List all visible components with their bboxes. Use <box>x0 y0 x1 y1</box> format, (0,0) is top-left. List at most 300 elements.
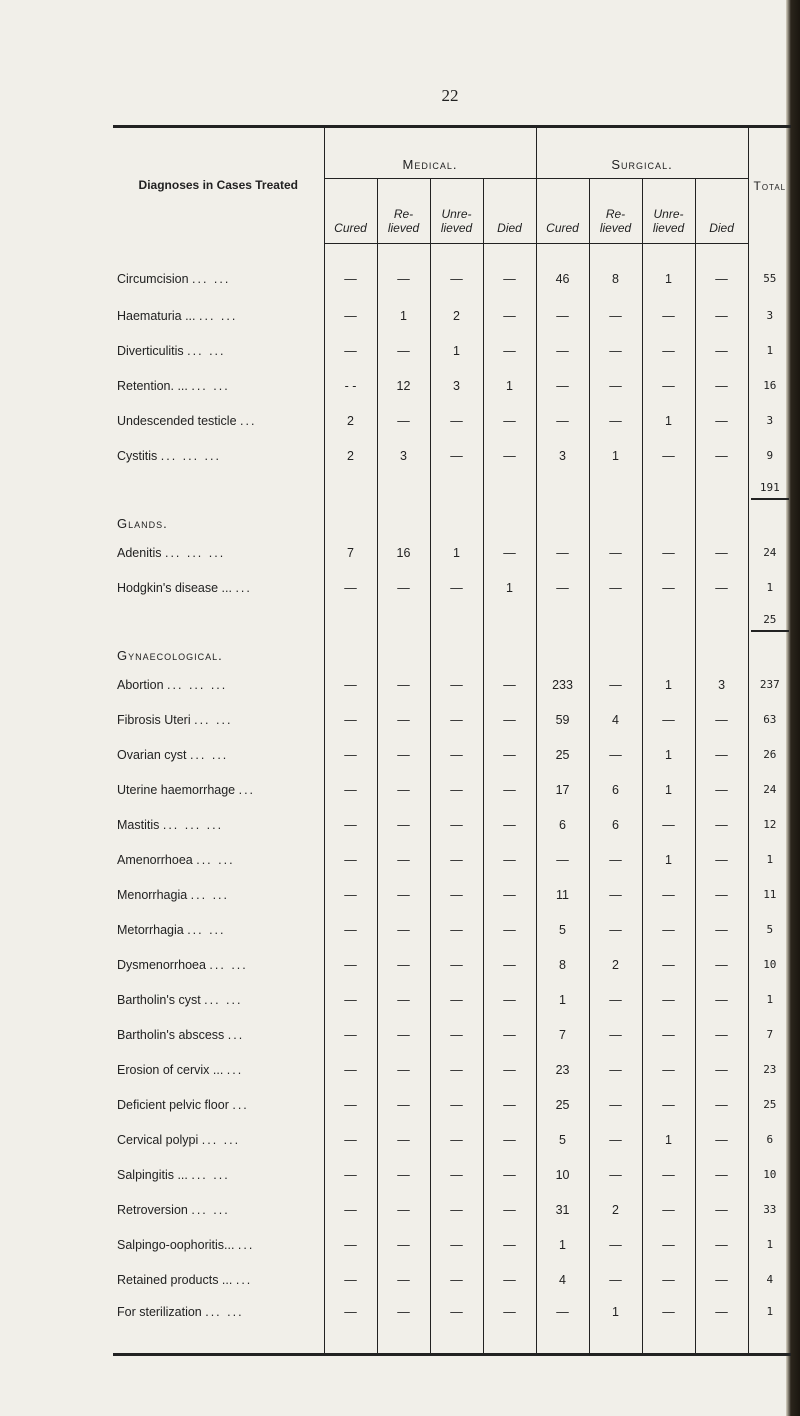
surgical-unrelieved-cell: — <box>642 947 695 982</box>
surgical-unrelieved-cell: — <box>642 1017 695 1052</box>
surgical-unrelieved-cell: 1 <box>642 244 695 299</box>
medical-relieved-cell: — <box>377 1227 430 1262</box>
diagnosis-label: Adenitis <box>117 545 162 560</box>
header-surgical-unrelieved: Unre- lieved <box>642 179 695 244</box>
medical-relieved-cell: — <box>377 1157 430 1192</box>
table-row <box>113 244 791 299</box>
medical-unrelieved-cell: — <box>430 772 483 807</box>
surgical-relieved-cell: — <box>589 1227 642 1262</box>
surgical-relieved-cell: — <box>589 842 642 877</box>
medical-unrelieved-cell: 3 <box>430 368 483 403</box>
medical-unrelieved-cell: — <box>430 1087 483 1122</box>
medical-died-cell: — <box>483 877 536 912</box>
subtotal-cell <box>748 605 791 667</box>
table-row <box>113 1017 791 1052</box>
medical-relieved-cell: 16 <box>377 535 430 570</box>
gynaecological-section-header <box>113 605 791 667</box>
leader-dots: ... <box>240 413 257 428</box>
medical-cured-cell: — <box>324 298 377 333</box>
glands-section-header <box>113 473 791 535</box>
medical-cured-cell: — <box>324 1052 377 1087</box>
surgical-died-cell: — <box>695 807 748 842</box>
table-row <box>113 368 791 403</box>
table-row <box>113 982 791 1017</box>
diagnosis-cell <box>113 333 324 368</box>
medical-unrelieved-cell: 1 <box>430 333 483 368</box>
table-row <box>113 1157 791 1192</box>
medical-relieved-cell: — <box>377 877 430 912</box>
diagnosis-label: Erosion of cervix ... <box>117 1062 224 1077</box>
surgical-relieved-cell: — <box>589 1262 642 1297</box>
medical-died-cell: 1 <box>483 368 536 403</box>
surgical-cured-cell: 233 <box>536 667 589 702</box>
medical-died-cell: — <box>483 1052 536 1087</box>
surgical-unrelieved-cell: — <box>642 1297 695 1345</box>
diagnoses-table <box>113 125 791 1356</box>
empty-cell <box>695 473 748 535</box>
medical-died-cell: — <box>483 842 536 877</box>
header-surgical-cured: Cured <box>536 179 589 244</box>
diagnosis-cell <box>113 298 324 333</box>
surgical-unrelieved-cell: 1 <box>642 1122 695 1157</box>
medical-cured-cell: — <box>324 1262 377 1297</box>
surgical-unrelieved-cell: 1 <box>642 667 695 702</box>
medical-cured-cell: 2 <box>324 403 377 438</box>
surgical-died-cell: — <box>695 570 748 605</box>
surgical-unrelieved-cell: — <box>642 877 695 912</box>
medical-cured-cell: — <box>324 1227 377 1262</box>
leader-dots: ... ... <box>187 922 226 937</box>
total-cell: 26 <box>763 748 777 761</box>
surgical-died-cell: — <box>695 1052 748 1087</box>
diagnosis-label: Amenorrhoea <box>117 852 193 867</box>
diagnosis-label: Abortion <box>117 677 164 692</box>
subtotal-value: 191 <box>751 481 789 500</box>
medical-died-cell: — <box>483 403 536 438</box>
surgical-relieved-cell: — <box>589 1122 642 1157</box>
leader-dots: ... <box>235 580 252 595</box>
rule-cell <box>695 1345 748 1355</box>
surgical-cured-cell: — <box>536 535 589 570</box>
diagnosis-cell <box>113 702 324 737</box>
medical-died-cell: — <box>483 667 536 702</box>
surgical-died-cell: — <box>695 535 748 570</box>
surgical-cured-cell: 4 <box>536 1262 589 1297</box>
surgical-died-cell: — <box>695 772 748 807</box>
surgical-relieved-cell: — <box>589 877 642 912</box>
surgical-relieved-cell: — <box>589 298 642 333</box>
diagnosis-label: Uterine haemorrhage <box>117 782 236 797</box>
medical-relieved-cell: — <box>377 1017 430 1052</box>
medical-died-cell: — <box>483 1157 536 1192</box>
surgical-unrelieved-cell: 1 <box>642 772 695 807</box>
table-row <box>113 1052 791 1087</box>
medical-cured-cell: — <box>324 1192 377 1227</box>
diagnosis-label: Circumcision <box>117 271 189 286</box>
medical-cured-cell: - - <box>324 368 377 403</box>
surgical-died-cell: — <box>695 1087 748 1122</box>
surgical-died-cell: — <box>695 1227 748 1262</box>
rule-cell <box>377 1345 430 1355</box>
rule-cell <box>642 1345 695 1355</box>
medical-died-cell: — <box>483 333 536 368</box>
medical-unrelieved-cell: — <box>430 1052 483 1087</box>
surgical-relieved-cell: — <box>589 333 642 368</box>
medical-relieved-cell: — <box>377 1262 430 1297</box>
diagnosis-label: Metorrhagia <box>117 922 184 937</box>
surgical-died-cell: — <box>695 333 748 368</box>
leader-dots: ... <box>227 1027 245 1042</box>
diagnosis-label: Retained products ... <box>117 1272 233 1287</box>
surgical-unrelieved-cell: 1 <box>642 737 695 772</box>
surgical-cured-cell: 10 <box>536 1157 589 1192</box>
header-total: Total <box>748 127 791 244</box>
surgical-relieved-cell: — <box>589 403 642 438</box>
table-row <box>113 912 791 947</box>
surgical-cured-cell: 3 <box>536 438 589 473</box>
surgical-cured-cell: 23 <box>536 1052 589 1087</box>
medical-relieved-cell: — <box>377 1122 430 1157</box>
medical-unrelieved-cell: — <box>430 1192 483 1227</box>
header-surgical-relieved: Re- lieved <box>589 179 642 244</box>
surgical-unrelieved-cell: — <box>642 298 695 333</box>
medical-relieved-cell: 3 <box>377 438 430 473</box>
surgical-unrelieved-cell: — <box>642 807 695 842</box>
medical-relieved-cell: — <box>377 570 430 605</box>
medical-unrelieved-cell: — <box>430 438 483 473</box>
medical-relieved-cell: — <box>377 807 430 842</box>
table-row <box>113 667 791 702</box>
medical-died-cell: — <box>483 1297 536 1345</box>
medical-unrelieved-cell: — <box>430 1262 483 1297</box>
surgical-relieved-cell: — <box>589 737 642 772</box>
table-row <box>113 1297 791 1345</box>
empty-cell <box>377 473 430 535</box>
diagnosis-label: Hodgkin's disease ... <box>117 580 232 595</box>
diagnosis-cell <box>113 1122 324 1157</box>
surgical-unrelieved-cell: — <box>642 333 695 368</box>
empty-cell <box>589 473 642 535</box>
surgical-relieved-cell: 2 <box>589 1192 642 1227</box>
total-cell: 24 <box>763 783 777 796</box>
surgical-relieved-cell: 1 <box>589 1297 642 1345</box>
surgical-relieved-cell: 4 <box>589 702 642 737</box>
rule-cell <box>430 1345 483 1355</box>
medical-unrelieved-cell: — <box>430 1122 483 1157</box>
medical-relieved-cell: — <box>377 947 430 982</box>
medical-unrelieved-cell: — <box>430 877 483 912</box>
medical-unrelieved-cell: — <box>430 570 483 605</box>
medical-cured-cell: — <box>324 702 377 737</box>
surgical-cured-cell: 7 <box>536 1017 589 1052</box>
rule-cell <box>113 1345 324 1355</box>
surgical-died-cell: — <box>695 368 748 403</box>
total-cell: 1 <box>766 993 774 1006</box>
surgical-relieved-cell: 2 <box>589 947 642 982</box>
empty-cell <box>324 605 377 667</box>
total-cell: 1 <box>766 853 774 866</box>
surgical-unrelieved-cell: — <box>642 1192 695 1227</box>
medical-relieved-cell: — <box>377 333 430 368</box>
table-row <box>113 1122 791 1157</box>
diagnosis-label: For sterilization <box>117 1305 202 1319</box>
medical-relieved-cell: — <box>377 1192 430 1227</box>
empty-cell <box>589 605 642 667</box>
medical-cured-cell: — <box>324 1157 377 1192</box>
total-cell: 16 <box>763 379 777 392</box>
table-row <box>113 877 791 912</box>
surgical-unrelieved-cell: — <box>642 1262 695 1297</box>
total-cell: 24 <box>763 546 777 559</box>
medical-unrelieved-cell: — <box>430 912 483 947</box>
surgical-relieved-cell: 8 <box>589 244 642 299</box>
leader-dots: ... ... <box>204 992 243 1007</box>
diagnosis-cell <box>113 1227 324 1262</box>
leader-dots: ... ... ... <box>162 817 224 832</box>
medical-died-cell: — <box>483 1227 536 1262</box>
surgical-cured-cell: — <box>536 368 589 403</box>
diagnosis-cell <box>113 982 324 1017</box>
gynaecological-section-title: Gynaecological. <box>113 605 324 667</box>
medical-cured-cell: — <box>324 807 377 842</box>
surgical-died-cell: 3 <box>695 667 748 702</box>
total-cell: 4 <box>766 1273 774 1286</box>
medical-cured-cell: — <box>324 667 377 702</box>
total-cell: 1 <box>766 1305 774 1318</box>
diagnosis-label: Diverticulitis <box>117 343 184 358</box>
surgical-cured-cell: — <box>536 842 589 877</box>
surgical-cured-cell: 59 <box>536 702 589 737</box>
surgical-unrelieved-cell: 1 <box>642 403 695 438</box>
medical-unrelieved-cell: — <box>430 702 483 737</box>
leader-dots: ... ... <box>189 747 229 762</box>
medical-unrelieved-cell: — <box>430 807 483 842</box>
surgical-unrelieved-cell: — <box>642 1087 695 1122</box>
surgical-died-cell: — <box>695 403 748 438</box>
medical-relieved-cell: — <box>377 982 430 1017</box>
surgical-died-cell: — <box>695 1297 748 1345</box>
medical-unrelieved-cell: 2 <box>430 298 483 333</box>
empty-cell <box>430 473 483 535</box>
surgical-died-cell: — <box>695 1262 748 1297</box>
table-row <box>113 772 791 807</box>
total-cell: 6 <box>766 1133 774 1146</box>
table-row <box>113 842 791 877</box>
surgical-died-cell: — <box>695 244 748 299</box>
diagnosis-cell <box>113 1192 324 1227</box>
diagnosis-cell <box>113 244 324 299</box>
medical-cured-cell: — <box>324 1017 377 1052</box>
diagnosis-cell <box>113 772 324 807</box>
diagnosis-label: Salpingitis ... <box>117 1167 188 1182</box>
diagnosis-label: Deficient pelvic floor <box>117 1097 229 1112</box>
rule-cell <box>748 1345 791 1355</box>
empty-cell <box>695 605 748 667</box>
surgical-cured-cell: 8 <box>536 947 589 982</box>
table-body <box>113 244 791 1355</box>
total-cell: 23 <box>763 1063 777 1076</box>
diagnosis-cell <box>113 1262 324 1297</box>
medical-died-cell: — <box>483 982 536 1017</box>
medical-died-cell: — <box>483 737 536 772</box>
diagnosis-cell <box>113 737 324 772</box>
header-surgical-died: Died <box>695 179 748 244</box>
table-row <box>113 1192 791 1227</box>
medical-relieved-cell: — <box>377 772 430 807</box>
medical-died-cell: — <box>483 298 536 333</box>
medical-relieved-cell: — <box>377 667 430 702</box>
medical-unrelieved-cell: 1 <box>430 535 483 570</box>
total-cell: 237 <box>759 678 780 691</box>
empty-cell <box>642 473 695 535</box>
subtotal-value: 25 <box>751 613 789 632</box>
diagnosis-cell <box>113 1297 324 1345</box>
table-row <box>113 403 791 438</box>
surgical-unrelieved-cell: — <box>642 702 695 737</box>
diagnosis-label: Menorrhagia <box>117 887 188 902</box>
page-number: 22 <box>441 86 459 105</box>
header-medical-relieved: Re- lieved <box>377 179 430 244</box>
medical-died-cell: — <box>483 438 536 473</box>
table-row <box>113 702 791 737</box>
medical-unrelieved-cell: — <box>430 244 483 299</box>
leader-dots: ... ... <box>187 343 226 358</box>
rule-cell <box>589 1345 642 1355</box>
leader-dots: ... ... <box>205 1305 244 1319</box>
rule-cell <box>324 1345 377 1355</box>
medical-relieved-cell: — <box>377 244 430 299</box>
medical-unrelieved-cell: — <box>430 947 483 982</box>
empty-cell <box>324 473 377 535</box>
medical-cured-cell: — <box>324 772 377 807</box>
total-cell: 5 <box>766 923 774 936</box>
diagnosis-label: Retroversion <box>117 1202 188 1217</box>
medical-unrelieved-cell: — <box>430 1297 483 1345</box>
header-medical-unrelieved: Unre- lieved <box>430 179 483 244</box>
medical-cured-cell: — <box>324 737 377 772</box>
glands-section-title: Glands. <box>113 473 324 535</box>
total-cell: 63 <box>763 713 777 726</box>
medical-relieved-cell: — <box>377 1297 430 1345</box>
surgical-relieved-cell: — <box>589 570 642 605</box>
diagnosis-label: Dysmenorrhoea <box>117 957 206 972</box>
medical-died-cell: — <box>483 807 536 842</box>
diagnosis-cell <box>113 877 324 912</box>
medical-died-cell: — <box>483 1017 536 1052</box>
medical-cured-cell: — <box>324 1297 377 1345</box>
table-row <box>113 438 791 473</box>
surgical-relieved-cell: 6 <box>589 807 642 842</box>
empty-cell <box>430 605 483 667</box>
surgical-cured-cell: 46 <box>536 244 589 299</box>
diagnosis-cell <box>113 1017 324 1052</box>
leader-dots: ... ... ... <box>167 677 228 692</box>
leader-dots: ... ... ... <box>160 448 221 463</box>
medical-unrelieved-cell: — <box>430 982 483 1017</box>
leader-dots: ... ... <box>196 852 235 867</box>
surgical-unrelieved-cell: — <box>642 912 695 947</box>
leader-dots: ... <box>238 782 256 797</box>
surgical-cured-cell: 25 <box>536 737 589 772</box>
surgical-cured-cell: 5 <box>536 1122 589 1157</box>
diagnoses-table-container <box>113 125 787 1356</box>
surgical-died-cell: — <box>695 737 748 772</box>
surgical-cured-cell: — <box>536 1297 589 1345</box>
surgical-unrelieved-cell: — <box>642 1227 695 1262</box>
diagnosis-label: Fibrosis Uteri <box>117 712 191 727</box>
medical-unrelieved-cell: — <box>430 842 483 877</box>
medical-cured-cell: — <box>324 842 377 877</box>
surgical-unrelieved-cell: — <box>642 570 695 605</box>
leader-dots: ... <box>235 1272 253 1287</box>
empty-cell <box>483 605 536 667</box>
surgical-relieved-cell: — <box>589 1017 642 1052</box>
diagnosis-label: Bartholin's abscess <box>117 1027 225 1042</box>
medical-cured-cell: — <box>324 1087 377 1122</box>
diagnosis-label: Haematuria ... <box>117 308 196 323</box>
medical-died-cell: — <box>483 772 536 807</box>
medical-died-cell: — <box>483 244 536 299</box>
surgical-cured-cell: 1 <box>536 982 589 1017</box>
total-cell: 3 <box>766 309 774 322</box>
total-cell: 10 <box>763 1168 777 1181</box>
surgical-cured-cell: 17 <box>536 772 589 807</box>
diagnosis-label: Cystitis <box>117 448 158 463</box>
medical-relieved-cell: — <box>377 403 430 438</box>
leader-dots: ... ... <box>191 378 230 393</box>
leader-dots: ... <box>237 1237 255 1252</box>
table-row <box>113 1087 791 1122</box>
surgical-relieved-cell: — <box>589 1157 642 1192</box>
surgical-relieved-cell: — <box>589 1087 642 1122</box>
table-bottom-rule <box>113 1345 791 1355</box>
surgical-cured-cell: 31 <box>536 1192 589 1227</box>
diagnosis-cell <box>113 1157 324 1192</box>
diagnosis-cell <box>113 912 324 947</box>
diagnosis-cell <box>113 807 324 842</box>
surgical-died-cell: — <box>695 912 748 947</box>
table-row <box>113 1262 791 1297</box>
leader-dots: ... ... ... <box>164 545 226 560</box>
medical-cured-cell: — <box>324 877 377 912</box>
header-diagnoses: Diagnoses in Cases Treated <box>113 127 324 244</box>
surgical-died-cell: — <box>695 982 748 1017</box>
medical-cured-cell: 2 <box>324 438 377 473</box>
medical-cured-cell: — <box>324 912 377 947</box>
diagnosis-label: Mastitis <box>117 817 160 832</box>
medical-relieved-cell: — <box>377 737 430 772</box>
leader-dots: ... ... <box>191 1167 230 1182</box>
empty-cell <box>642 605 695 667</box>
medical-unrelieved-cell: — <box>430 1017 483 1052</box>
surgical-relieved-cell: 6 <box>589 772 642 807</box>
table-row <box>113 737 791 772</box>
medical-cured-cell: — <box>324 947 377 982</box>
total-cell: 55 <box>763 272 777 286</box>
surgical-unrelieved-cell: — <box>642 368 695 403</box>
surgical-died-cell: — <box>695 298 748 333</box>
medical-died-cell: — <box>483 912 536 947</box>
surgical-died-cell: — <box>695 1017 748 1052</box>
surgical-died-cell: — <box>695 842 748 877</box>
surgical-died-cell: — <box>695 702 748 737</box>
diagnosis-label: Retention. ... <box>117 378 188 393</box>
total-cell: 9 <box>766 449 774 462</box>
medical-relieved-cell: 1 <box>377 298 430 333</box>
medical-cured-cell: — <box>324 982 377 1017</box>
total-cell: 3 <box>766 414 774 427</box>
leader-dots: ... ... <box>192 271 231 286</box>
